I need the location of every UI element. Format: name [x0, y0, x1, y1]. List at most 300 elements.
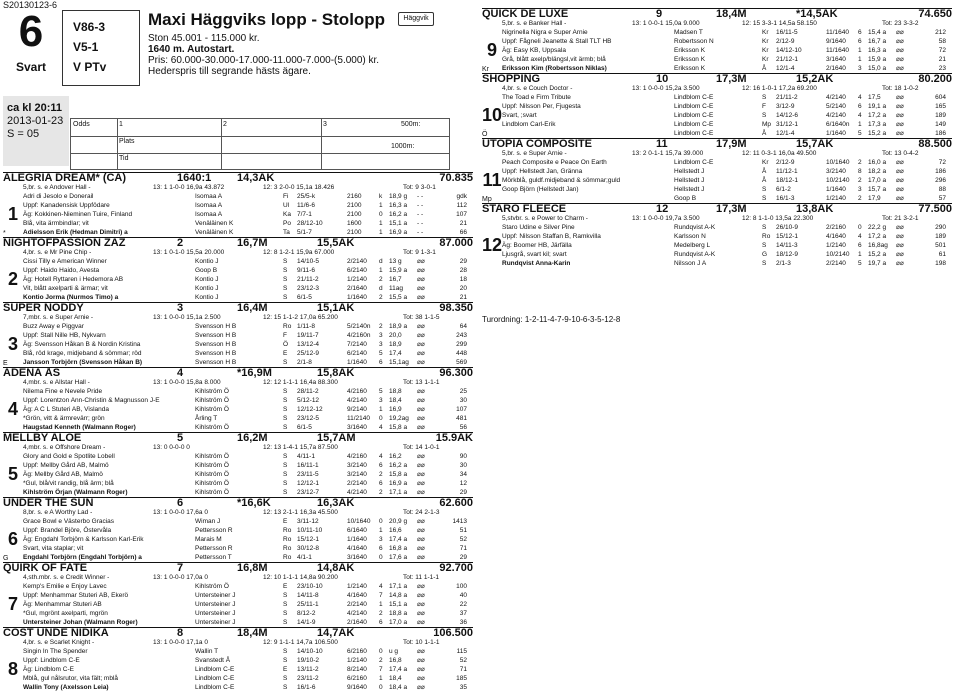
- start-cell: S: [283, 657, 288, 664]
- start-number: 10: [482, 105, 503, 125]
- start-row: [195, 479, 471, 488]
- start-cell: 1: [379, 202, 383, 209]
- horse-people: [23, 322, 193, 367]
- start-cell: 1: [379, 675, 383, 682]
- horse-body: [482, 28, 952, 73]
- start-cell: 5/1-7: [297, 229, 312, 236]
- horse-entry: [3, 627, 473, 692]
- horse-stats: 13: 1 1-0-0 16,9a 43.872: [153, 184, 225, 191]
- horse-rank: 5: [177, 432, 184, 444]
- start-cell: 57: [938, 195, 946, 202]
- start-cell: 17,0 a: [868, 177, 887, 184]
- start-cell: 12/1-4: [776, 65, 795, 72]
- start-cell: 23: [938, 65, 946, 72]
- start-history: [195, 647, 471, 692]
- start-cell: 2/12-9: [776, 38, 795, 45]
- start-cell: 6: [858, 242, 862, 249]
- horse-rank: 11: [656, 138, 668, 150]
- horse-record-2: 15,1AK: [317, 302, 355, 314]
- start-cell: 30: [459, 397, 467, 404]
- horse-entry: [3, 562, 473, 627]
- start-cell: 21: [938, 56, 946, 63]
- start-cell: S: [283, 601, 288, 608]
- start-cell: 212: [935, 29, 946, 36]
- start-cell: 186: [935, 130, 946, 137]
- start-cell: ⌀⌀: [417, 323, 425, 330]
- horse-header: [3, 562, 473, 573]
- horse-record: 17,9M: [716, 138, 747, 150]
- horse-entry: [3, 302, 473, 367]
- start-row: [195, 461, 471, 470]
- start-cell: 20,9 g: [389, 518, 408, 525]
- start-cell: 15,4 a: [868, 29, 887, 36]
- start-cell: S: [762, 224, 767, 231]
- grid-plats-label: Plats: [119, 138, 135, 145]
- start-cell: Eriksson K: [674, 56, 706, 63]
- start-row: [674, 120, 950, 129]
- start-row: [195, 647, 471, 656]
- start-cell: 88: [938, 186, 946, 193]
- start-cell: 13/12-4: [297, 341, 320, 348]
- start-cell: 34: [459, 471, 467, 478]
- start-cell: 35: [459, 684, 467, 691]
- start-cell: Untersteiner J: [195, 592, 236, 599]
- start-row: [195, 488, 471, 497]
- start-cell: 14/10-5: [297, 258, 320, 265]
- start-number: 9: [486, 40, 497, 60]
- horse-name: ALEGRIA DREAM* (CA): [3, 172, 127, 184]
- start-cell: 26/10-9: [776, 224, 799, 231]
- start-cell: 11ag: [389, 285, 403, 292]
- start-cell: 18: [459, 276, 467, 283]
- start-cell: 6/1-5: [297, 294, 312, 301]
- start-cell: Ro: [283, 527, 292, 534]
- start-cell: 71: [459, 666, 467, 673]
- start-cell: 243: [456, 332, 467, 339]
- start-cell: d: [379, 285, 383, 292]
- start-cell: 15,9 a: [389, 267, 408, 274]
- start-cell: 17,1 a: [389, 583, 408, 590]
- horse-record: 18,4M: [237, 627, 268, 639]
- start-cell: 4/11-1: [297, 453, 315, 460]
- people-line: Jansson Torbjörn (Svensson Håkan B): [23, 359, 143, 366]
- start-cell: Untersteiner J: [195, 610, 236, 617]
- start-cell: 15,8 a: [389, 424, 408, 431]
- horse-body: [3, 582, 473, 627]
- start-row: [674, 55, 950, 64]
- start-cell: 299: [456, 341, 467, 348]
- start-cell: 3: [858, 186, 862, 193]
- start-cell: 23/12-3: [297, 285, 320, 292]
- start-cell: Eriksson K: [674, 65, 706, 72]
- start-row: [195, 340, 471, 349]
- start-cell: ⌀⌀: [417, 536, 425, 543]
- start-cell: Svensson H B: [195, 350, 237, 357]
- start-cell: 107: [456, 211, 467, 218]
- start-cell: 23/12-7: [297, 489, 320, 496]
- start-cell: 4: [379, 583, 383, 590]
- horse-prize: 77.500: [918, 203, 952, 215]
- start-cell: 17,5: [868, 94, 881, 101]
- start-cell: 7/7-1: [297, 211, 312, 218]
- start-cell: Lindblom C-E: [195, 684, 235, 691]
- start-cell: 17,4: [389, 350, 402, 357]
- people-line: Äg: A C L Stuteri AB, Vislanda: [23, 406, 109, 413]
- start-cell: S: [283, 267, 288, 274]
- people-line: Peach Composite e Peace On Earth: [502, 159, 607, 166]
- start-cell: 25/12-9: [297, 350, 320, 357]
- result-grid: [70, 118, 450, 170]
- start-cell: Isomaa A: [195, 202, 223, 209]
- horse-subline: [482, 19, 952, 28]
- start-cell: 15,8 a: [389, 471, 408, 478]
- start-row: [195, 349, 471, 358]
- people-line: Uppf: Kanadensisk Uppfödare: [23, 202, 110, 209]
- people-line: Uppf: Lorentzon Ann-Christin & Magnusson J-E: [23, 397, 160, 404]
- start-cell: ⌀⌀: [417, 406, 425, 413]
- start-cell: S: [283, 592, 288, 599]
- start-cell: 16,2 a: [389, 462, 408, 469]
- horse-header: [482, 138, 952, 149]
- start-cell: 4/2140: [347, 489, 367, 496]
- horse-mark: G: [3, 555, 9, 562]
- start-cell: 15,7 a: [868, 186, 887, 193]
- start-cell: F: [762, 103, 766, 110]
- horse-name: NIGHTOFPASSION ZAZ: [3, 237, 126, 249]
- start-cell: E: [283, 666, 288, 673]
- start-cell: ⌀⌀: [417, 397, 425, 404]
- start-cell: ⌀⌀: [417, 610, 425, 617]
- people-line: Äg: Hotell Ryttaren i Hedemora AB: [23, 276, 124, 283]
- start-cell: 3/2140: [347, 471, 367, 478]
- start-cell: 4/2160n: [347, 332, 371, 339]
- start-cell: 16,2: [389, 453, 402, 460]
- horse-record: 16,7M: [237, 237, 268, 249]
- start-cell: 17,4 a: [389, 536, 408, 543]
- start-cell: 11/12-1: [776, 168, 798, 175]
- people-line: Vit, blått axelparti & ärmar; vit: [23, 285, 108, 292]
- start-cell: ⌀⌀: [417, 276, 425, 283]
- start-cell: 1: [379, 229, 383, 236]
- start-cell: Lindblom C-E: [674, 159, 714, 166]
- start-cell: - -: [417, 220, 424, 227]
- start-cell: 189: [935, 233, 946, 240]
- horse-entry: [482, 203, 952, 268]
- start-cell: Lindblom C-E: [195, 675, 235, 682]
- people-line: The Toad e Firm Tribute: [502, 94, 571, 101]
- horse-people: [23, 257, 193, 302]
- start-cell: Lindblom C-E: [674, 130, 714, 137]
- start-cell: 30/12-8: [297, 545, 320, 552]
- start-cell: 19/10-2: [297, 657, 320, 664]
- start-cell: 17,4 a: [389, 666, 408, 673]
- horse-subline: [3, 378, 473, 387]
- start-cell: Kr: [762, 47, 769, 54]
- start-cell: 29: [459, 258, 467, 265]
- start-row: [195, 423, 471, 432]
- start-cell: 7/2140: [347, 341, 367, 348]
- people-line: Cissi Tilly e American Winner: [23, 258, 107, 265]
- horse-body: [482, 158, 952, 203]
- horse-prize: 87.000: [439, 237, 473, 249]
- start-cell: 64: [459, 323, 467, 330]
- horse-people: [23, 452, 193, 497]
- horse-mark: *: [3, 230, 6, 237]
- start-cell: 4/1640: [347, 592, 367, 599]
- horse-prize: 88.500: [918, 138, 952, 150]
- start-cell: ⌀⌀: [417, 471, 425, 478]
- horse-stats-2: 12: 9 1-1-1 14,7a 106.500: [263, 639, 338, 646]
- people-line: Adri di Jesolo e Donerail: [23, 193, 94, 200]
- people-line: Uppf: Nilsson Staffan B, Ramkvilla: [502, 233, 601, 240]
- start-cell: 16,9: [389, 406, 402, 413]
- start-cell: 4/2140: [347, 610, 367, 617]
- start-cell: 501: [935, 242, 946, 249]
- start-row: [195, 210, 471, 219]
- horse-entry: [3, 497, 473, 562]
- start-cell: Ö: [283, 341, 289, 348]
- start-cell: 16,8 a: [389, 545, 408, 552]
- start-cell: ⌀⌀: [417, 415, 425, 422]
- horse-record: 16,2M: [237, 432, 268, 444]
- people-line: Goop Björn (Hellstedt Jan): [502, 186, 579, 193]
- horse-entry: [482, 73, 952, 138]
- start-cell: 12/12-12: [297, 406, 323, 413]
- start-cell: 9/11-6: [297, 267, 315, 274]
- start-cell: 4/1640: [826, 233, 846, 240]
- horse-header: [3, 237, 473, 248]
- horse-rank: 10: [656, 73, 669, 85]
- start-cell: ⌀⌀: [417, 518, 425, 525]
- start-cell: 16,7 a: [868, 38, 887, 45]
- start-cell: 6: [379, 480, 383, 487]
- start-cell: 12/12-1: [297, 480, 320, 487]
- horse-header: [3, 367, 473, 378]
- start-cell: 17,2 a: [868, 112, 887, 119]
- start-row: [195, 192, 471, 201]
- horse-record-2: 13,8AK: [796, 203, 834, 215]
- start-cell: 21/11-2: [776, 94, 798, 101]
- start-cell: 149: [935, 121, 946, 128]
- start-row: [195, 600, 471, 609]
- people-line: Äg: Easy KB, Uppsala: [502, 47, 566, 54]
- start-cell: ⌀⌀: [896, 168, 904, 175]
- start-cell: ⌀⌀: [896, 251, 904, 258]
- start-cell: S: [283, 276, 288, 283]
- start-cell: Medelberg L: [674, 242, 711, 249]
- horse-body: [3, 322, 473, 367]
- turordning: Turordning: 1-2-11-4-7-9-10-6-3-5-12-8: [482, 315, 621, 324]
- start-cell: 15,2 a: [868, 130, 887, 137]
- horse-record-2: 15,7AK: [796, 138, 834, 150]
- start-cell: 16/1-3: [776, 195, 795, 202]
- start-cell: 15,1 a: [389, 601, 408, 608]
- start-cell: d: [379, 258, 383, 265]
- start-cell: 10/11-10: [297, 527, 323, 534]
- start-cell: Kr: [762, 56, 769, 63]
- start-history: [674, 158, 950, 203]
- start-cell: 0: [379, 518, 383, 525]
- horse-body: [3, 517, 473, 562]
- start-cell: 3: [379, 341, 383, 348]
- people-line: Svart, vita staplar; vit: [23, 545, 84, 552]
- start-row: [195, 293, 471, 302]
- start-cell: G: [762, 251, 768, 258]
- start-cell: 3/1640: [826, 56, 846, 63]
- start-cell: 16/11-5: [776, 29, 798, 36]
- start-cell: ⌀⌀: [896, 29, 904, 36]
- start-history: [195, 257, 471, 302]
- horse-prize: 74.650: [918, 8, 952, 20]
- horse-breed: 4,mbr. s. e Offshore Dream -: [23, 444, 106, 451]
- horse-stats-2: 12: 12 1-1-1 16,4a 88.300: [263, 379, 338, 386]
- start-cell: 5: [379, 350, 383, 357]
- start-cell: 3: [379, 397, 383, 404]
- start-cell: 604: [935, 94, 946, 101]
- grid-500m: 500m:: [401, 121, 421, 128]
- start-cell: 1: [858, 56, 862, 63]
- start-cell: 14/1-9: [297, 619, 316, 626]
- start-cell: 52: [459, 536, 467, 543]
- start-cell: ⌀⌀: [417, 267, 425, 274]
- start-cell: Goop B: [674, 195, 697, 202]
- track-logo: Häggvik: [398, 12, 434, 26]
- start-cell: 13/11-2: [297, 666, 319, 673]
- start-history: [195, 192, 471, 237]
- start-cell: ⌀⌀: [417, 592, 425, 599]
- horse-rank: 9: [656, 8, 663, 20]
- start-cell: 4/2160: [347, 388, 367, 395]
- start-cell: 6/1640n: [826, 121, 850, 128]
- horse-body: [3, 387, 473, 432]
- horse-stats: 13: 1 0-1-0 15,5a 20.000: [153, 249, 225, 256]
- start-cell: 0: [379, 415, 383, 422]
- start-cell: Lindblom C-E: [674, 112, 714, 119]
- people-line: Engdahl Torbjörn (Engdahl Torbjörn) a: [23, 554, 142, 561]
- start-row: [674, 167, 950, 176]
- horse-stats: 13: 1 0-0-0 15,8a 8.000: [153, 379, 221, 386]
- start-cell: 19/11-7: [297, 332, 319, 339]
- people-line: Äg: Lindblom C-E: [23, 666, 74, 673]
- start-cell: 1: [379, 406, 383, 413]
- start-cell: ⌀⌀: [417, 601, 425, 608]
- horse-subline: [3, 313, 473, 322]
- people-line: Eriksson Kim (Robertsson Niklas): [502, 65, 607, 72]
- horse-breed: 5,br. s. e Super Arnie -: [502, 150, 567, 157]
- start-cell: S: [283, 462, 288, 469]
- start-row: [674, 259, 950, 268]
- horse-record-2: 15,2AK: [796, 73, 834, 85]
- start-cell: 29: [459, 554, 467, 561]
- start-cell: Po: [283, 220, 291, 227]
- start-row: [195, 405, 471, 414]
- start-cell: 31/12-1: [776, 121, 799, 128]
- start-cell: ⌀⌀: [896, 38, 904, 45]
- horse-body: [482, 223, 952, 268]
- start-number: 11: [482, 170, 502, 190]
- horse-prize: 70.835: [439, 172, 473, 184]
- start-row: [195, 331, 471, 340]
- horse-stats: 13: 1 0-0-1 15,0a 9.000: [632, 20, 700, 27]
- start-number: 12: [482, 235, 503, 255]
- start-cell: 17,1 a: [389, 489, 408, 496]
- start-row: [195, 591, 471, 600]
- race-info-line: Hederspris till segrande hästs ägare.: [148, 66, 311, 77]
- start-cell: 4/2160: [347, 453, 367, 460]
- start-cell: Ul: [283, 202, 290, 209]
- start-cell: 1: [379, 267, 383, 274]
- start-cell: ⌀⌀: [417, 527, 425, 534]
- start-cell: Ro: [283, 323, 292, 330]
- start-cell: 14/12-10: [776, 47, 802, 54]
- start-cell: 448: [456, 350, 467, 357]
- start-row: [195, 414, 471, 423]
- start-cell: 23/11-5: [297, 471, 319, 478]
- horse-breed: 4,br. s. e Mr Pine Chip -: [23, 249, 92, 256]
- horse-entry: [482, 138, 952, 203]
- start-cell: ⌀⌀: [417, 554, 425, 561]
- start-row: [195, 674, 471, 683]
- start-cell: 0: [379, 554, 383, 561]
- horse-name: SHOPPING: [482, 73, 541, 85]
- start-cell: S: [762, 260, 767, 267]
- start-number: 6: [7, 529, 18, 549]
- people-line: Uppf: Hellstedt Jan, Gränna: [502, 168, 583, 175]
- start-cell: 1/2140: [347, 657, 367, 664]
- start-cell: - -: [417, 229, 424, 236]
- start-cell: 3: [379, 332, 383, 339]
- start-cell: 15,2 a: [868, 251, 887, 258]
- start-cell: 16/1-6: [297, 684, 316, 691]
- start-cell: 12/1-4: [776, 130, 795, 137]
- start-cell: 5: [379, 388, 383, 395]
- horse-total: Tot: 18 1-0-2: [882, 85, 919, 92]
- start-cell: Ro: [762, 233, 771, 240]
- start-cell: 3/11-12: [297, 518, 319, 525]
- start-cell: Kr: [762, 159, 769, 166]
- people-line: *Gul, mgrönt axelparti, mgrön: [23, 610, 108, 617]
- start-cell: 3/1640: [347, 554, 367, 561]
- start-cell: ⌀⌀: [896, 121, 904, 128]
- horse-header: [482, 8, 952, 19]
- horse-breed: 4,br. s. e Couch Doctor -: [502, 85, 573, 92]
- start-cell: Fi: [283, 193, 289, 200]
- start-cell: 5/12-12: [297, 397, 320, 404]
- start-cell: Untersteiner J: [195, 619, 236, 626]
- start-cell: 58: [938, 38, 946, 45]
- horse-total: Tot: 23 3-3-2: [882, 20, 919, 27]
- horse-breed: 5,br. s. e Andover Hall -: [23, 184, 91, 191]
- start-cell: 296: [935, 177, 946, 184]
- start-cell: 1: [379, 527, 383, 534]
- horse-subline: [3, 508, 473, 517]
- people-line: Svart, ;svart: [502, 112, 537, 119]
- horse-people: [23, 517, 193, 562]
- start-cell: Lindblom C-E: [674, 94, 714, 101]
- start-cell: 14/11-8: [297, 592, 319, 599]
- start-cell: 569: [456, 359, 467, 366]
- start-cell: 22: [459, 601, 467, 608]
- people-line: Lindblom Carl-Erik: [502, 121, 556, 128]
- start-cell: Kihlström Ö: [195, 406, 229, 413]
- people-line: Uppf: Mellby Gård AB, Malmö: [23, 462, 109, 469]
- start-cell: 3/1640: [347, 424, 367, 431]
- start-row: [674, 194, 950, 203]
- people-line: Mblå, gul nålsrutor, vita fält; mblå: [23, 675, 119, 682]
- start-cell: 6: [858, 103, 862, 110]
- start-cell: 16,0 a: [868, 159, 887, 166]
- start-cell: 9/1640: [347, 684, 367, 691]
